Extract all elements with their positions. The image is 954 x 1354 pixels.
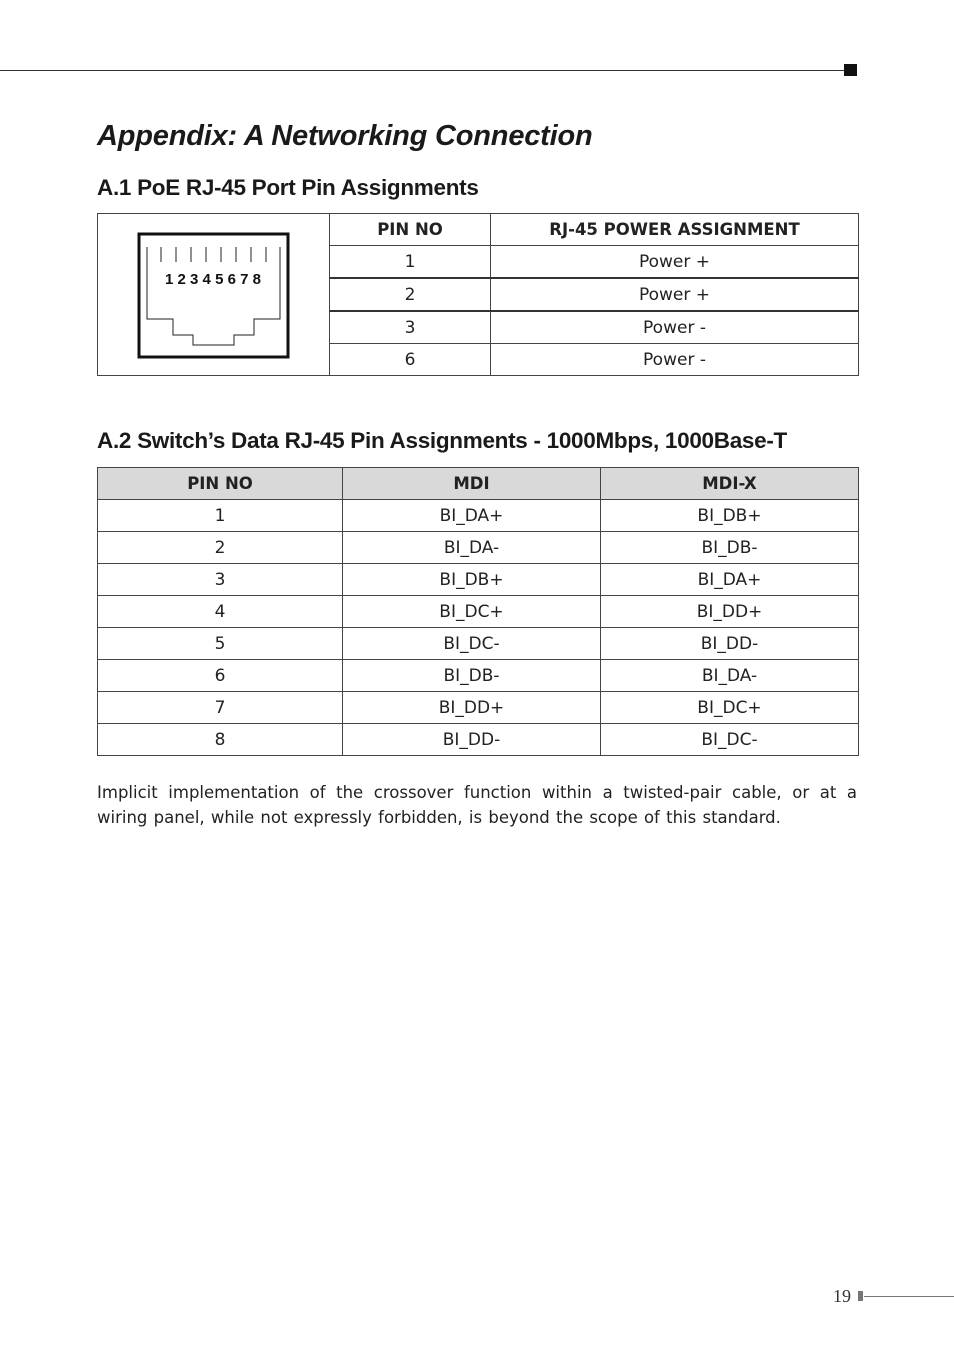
mdix-cell: BI_DA- [601, 660, 859, 692]
pin-cell: 3 [98, 564, 343, 596]
mdi-cell: BI_DB+ [343, 564, 601, 596]
mdix-cell: BI_DB+ [601, 500, 859, 532]
table-row [98, 660, 859, 692]
mdi-cell: BI_DA+ [343, 500, 601, 532]
column-header-pin: PIN NO [330, 214, 491, 246]
mdi-cell: BI_DD- [343, 724, 601, 756]
column-header-mdi: MDI [343, 468, 601, 500]
pin-cell: 4 [98, 596, 343, 628]
connector-pin-numbers: 1 2 3 4 5 6 7 8 [165, 270, 261, 288]
mdi-cell: BI_DD+ [343, 692, 601, 724]
rj45-port-icon [98, 215, 330, 375]
footer-rule [864, 1296, 954, 1297]
mdix-cell: BI_DD- [601, 628, 859, 660]
table-row [98, 692, 859, 724]
header-square-marker [844, 64, 857, 76]
page-number: 19 [833, 1286, 851, 1306]
pin-cell: 2 [98, 532, 343, 564]
pin-cell: 1 [98, 500, 343, 532]
column-header-mdix: MDI-X [601, 468, 859, 500]
data-section-heading: A.2 Switch’s Data RJ-45 Pin Assignments - 1000Mbps, 1000Base-T [97, 428, 787, 453]
pin-cell: 3 [330, 311, 491, 344]
pin-cell: 5 [98, 628, 343, 660]
pin-cell: 6 [98, 660, 343, 692]
assignment-cell: Power + [491, 278, 859, 311]
mdi-cell: BI_DA- [343, 532, 601, 564]
mdix-cell: BI_DD+ [601, 596, 859, 628]
poe-section-heading: A.1 PoE RJ-45 Port Pin Assignments [97, 175, 479, 200]
mdi-cell: BI_DC+ [343, 596, 601, 628]
rj45-connector-diagram [98, 214, 330, 376]
mdi-cell: BI_DB- [343, 660, 601, 692]
pin-cell: 6 [330, 344, 491, 376]
column-header-pin: PIN NO [98, 468, 343, 500]
mdix-cell: BI_DC+ [601, 692, 859, 724]
table-row [98, 628, 859, 660]
pin-cell: 8 [98, 724, 343, 756]
column-header-power-assignment: RJ-45 POWER ASSIGNMENT [491, 214, 859, 246]
table-row [98, 724, 859, 756]
page-title: Appendix: A Networking Connection [97, 120, 593, 152]
assignment-cell: Power - [491, 344, 859, 376]
pin-cell: 7 [98, 692, 343, 724]
table-row [98, 564, 859, 596]
assignment-cell: Power - [491, 311, 859, 344]
assignment-cell: Power + [491, 246, 859, 279]
mdix-cell: BI_DB- [601, 532, 859, 564]
crossover-note: Implicit implementation of the crossover function within a twisted-pair cable, or at a wiring panel, while not expressly forbidden, is beyond the scope of this standard. [97, 783, 857, 827]
table-row [98, 532, 859, 564]
footer-marker [858, 1291, 863, 1301]
table-header-row [98, 214, 859, 246]
pin-cell: 2 [330, 278, 491, 311]
table-row [98, 596, 859, 628]
poe-pin-table [97, 213, 859, 376]
pin-cell: 1 [330, 246, 491, 279]
mdix-cell: BI_DC- [601, 724, 859, 756]
header-rule [0, 70, 846, 71]
data-pin-table [97, 467, 859, 756]
table-header-row [98, 468, 859, 500]
mdi-cell: BI_DC- [343, 628, 601, 660]
mdix-cell: BI_DA+ [601, 564, 859, 596]
table-row [98, 500, 859, 532]
